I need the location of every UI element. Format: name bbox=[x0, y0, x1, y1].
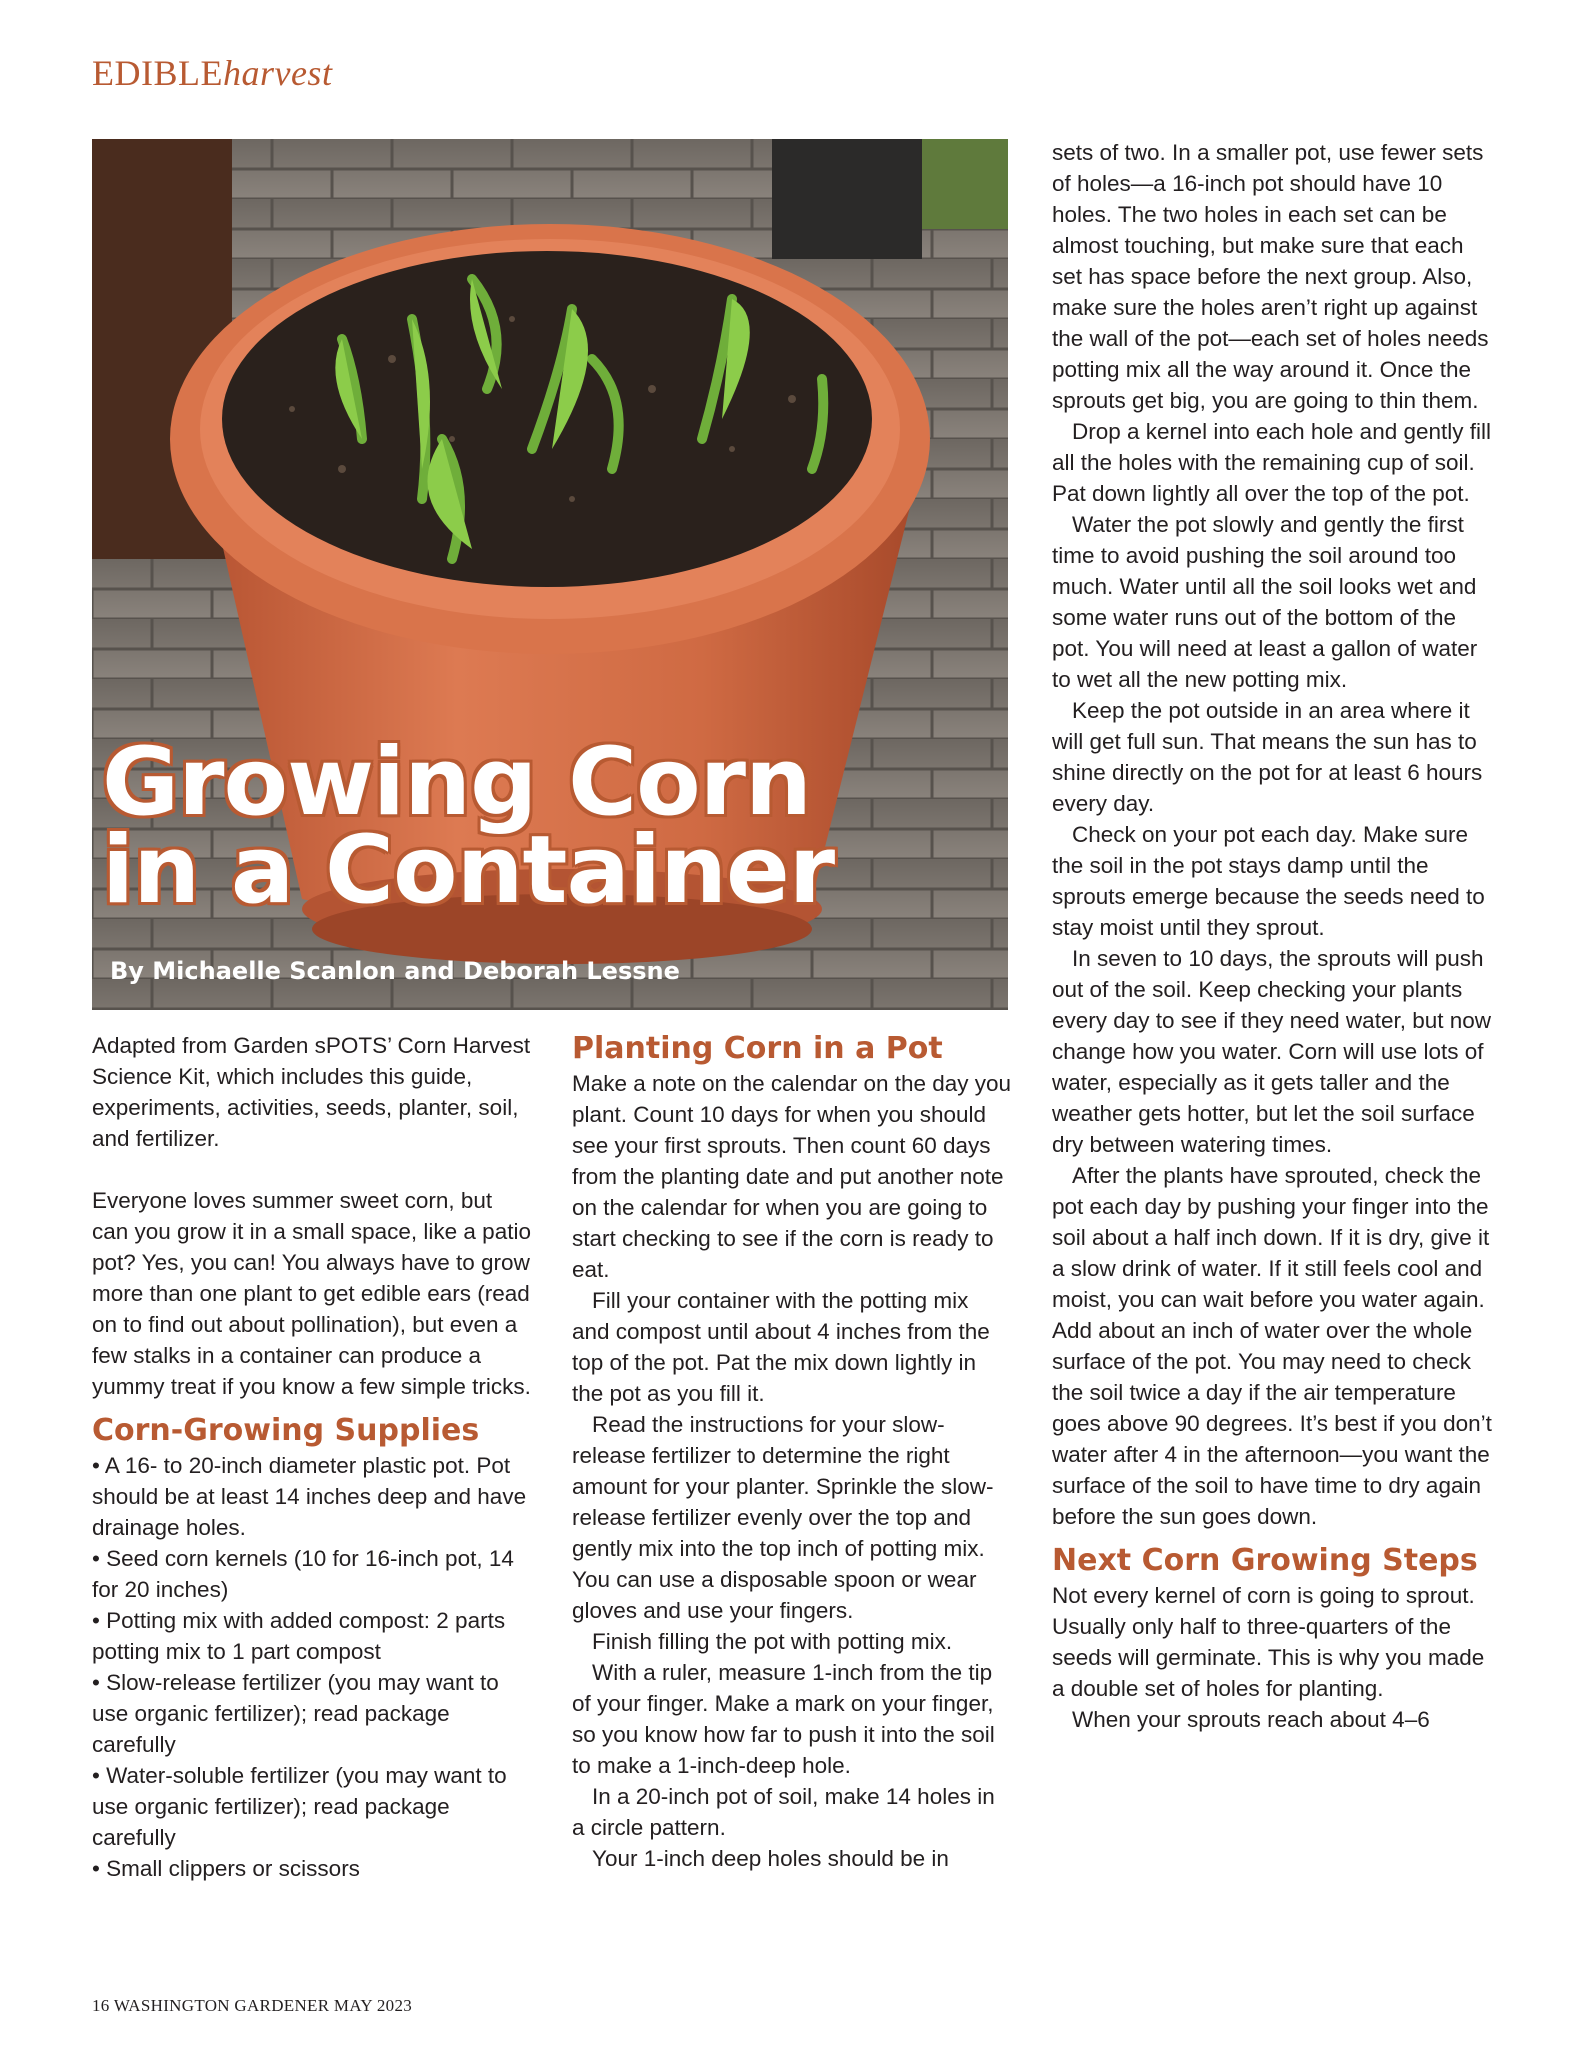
supply-item: • Potting mix with added compost: 2 parts potting mix to 1 part compost bbox=[92, 1608, 506, 1664]
body-paragraph: Not every kernel of corn is going to sprout. Usually only half to three-quarters of the seeds will germinate. This is why you made a double set of holes for planting. bbox=[1052, 1583, 1485, 1701]
body-paragraph: Read the instructions for your slow-release fertilizer to determine the right amount for your planter. Sprinkle the slow-release fertilizer evenly over the top and gently mix into the top inch of potting mix. You can use a disposable spoon or wear gloves and use your fingers. bbox=[572, 1412, 994, 1623]
column-1 bbox=[92, 1030, 532, 1884]
supply-item: • Slow-release fertilizer (you may want to use organic fertilizer); read package carefully bbox=[92, 1670, 499, 1757]
supply-item: • A 16- to 20-inch diameter plastic pot. Pot should be at least 14 inches deep and have drainage holes. bbox=[92, 1453, 527, 1540]
column-3 bbox=[1052, 137, 1492, 1735]
supplies-heading: Corn-Growing Supplies bbox=[92, 1413, 480, 1448]
body-paragraph: With a ruler, measure 1-inch from the tip of your finger. Make a mark on your finger, so you know how far to push it into the soil to make a 1-inch-deep hole. bbox=[572, 1660, 995, 1778]
body-paragraph: In a 20-inch pot of soil, make 14 holes in a circle pattern. bbox=[572, 1784, 995, 1840]
section-label-script: harvest bbox=[222, 53, 333, 93]
body-paragraph: Water the pot slowly and gently the first time to avoid pushing the soil around too much. Water until all the soil looks wet and some water runs out of the bottom of the pot. You will need at least a gallon of water to wet all the new potting mix. bbox=[1052, 512, 1478, 692]
supply-item: • Seed corn kernels (10 for 16-inch pot, 14 for 20 inches) bbox=[92, 1546, 514, 1602]
body-paragraph: Keep the pot outside in an area where it will get full sun. That means the sun has to shine directly on the pot for at least 6 hours every day. bbox=[1052, 698, 1483, 816]
article-title bbox=[102, 728, 835, 925]
body-paragraph: Finish filling the pot with potting mix. bbox=[592, 1629, 953, 1654]
next-steps-heading: Next Corn Growing Steps bbox=[1052, 1543, 1478, 1578]
body-paragraph: In seven to 10 days, the sprouts will push out of the soil. Keep checking your plants every day to see if they need water, but now change how you water. Corn will use lots of water, especially as it gets taller and the weather gets hotter, but let the soil surface dry between watering times. bbox=[1052, 946, 1492, 1157]
page-footer: 16 WASHINGTON GARDENER MAY 2023 bbox=[92, 1996, 413, 2015]
column-2 bbox=[572, 1030, 1012, 1874]
section-label-caps: EDIBLE bbox=[92, 53, 223, 93]
supply-item: • Small clippers or scissors bbox=[92, 1856, 360, 1881]
byline: By Michaelle Scanlon and Deborah Lessne bbox=[110, 957, 680, 985]
article-title-line2: in a Container bbox=[102, 816, 835, 925]
body-paragraph: Drop a kernel into each hole and gently fill all the holes with the remaining cup of soil. Pat down lightly all over the top of the pot. bbox=[1052, 419, 1492, 506]
intro-paragraph: Adapted from Garden sPOTS’ Corn Harvest Science Kit, which includes this guide, experiments, activities, seeds, planter, soil, and fertilizer. bbox=[92, 1033, 531, 1151]
body-paragraph: Check on your pot each day. Make sure the soil in the pot stays damp until the sprouts emerge because the seeds need to stay moist until they sprout. bbox=[1052, 822, 1485, 940]
body-paragraph: Your 1-inch deep holes should be in bbox=[592, 1846, 949, 1871]
section-label bbox=[92, 52, 332, 94]
hero-photo bbox=[92, 139, 1008, 1010]
planting-heading: Planting Corn in a Pot bbox=[572, 1031, 943, 1066]
body-paragraph: sets of two. In a smaller pot, use fewer sets of holes—a 16-inch pot should have 10 holes. The two holes in each set can be almost touching, but make sure that each set has space before the next group. Also, make sure the holes aren’t right up against the wall of the pot—each set of holes needs potting mix all the way around it. Once the sprouts get big, you are going to thin them. bbox=[1052, 140, 1489, 413]
lead-paragraph: Everyone loves summer sweet corn, but can you grow it in a small space, like a patio pot? Yes, you can! You always have to grow more than one plant to get edible ears (read on to find out about pollination), but even a few stalks in a container can produce a yummy treat if you know a few simple tricks. bbox=[92, 1188, 531, 1399]
body-paragraph: When your sprouts reach about 4–6 bbox=[1072, 1707, 1430, 1732]
body-paragraph: After the plants have sprouted, check the pot each day by pushing your finger into the soil about a half inch down. If it is dry, give it a slow drink of water. If it still feels cool and moist, you can wait before you water again. Add about an inch of water over the whole surface of the pot. You may need to check the soil twice a day if the air temperature goes above 90 degrees. It’s best if you don’t water after 4 in the afternoon—you want the surface of the soil to have time to dry again before the sun goes down. bbox=[1052, 1163, 1492, 1529]
supply-item: • Water-soluble fertilizer (you may want to use organic fertilizer); read package carefully bbox=[92, 1763, 507, 1850]
article-title-line1: Growing Corn bbox=[102, 728, 811, 837]
body-paragraph: Make a note on the calendar on the day you plant. Count 10 days for when you should see your first sprouts. Then count 60 days from the planting date and put another note on the calendar for when you are going to start checking to see if the corn is ready to eat. bbox=[572, 1071, 1012, 1282]
body-paragraph: Fill your container with the potting mix and compost until about 4 inches from the top of the pot. Pat the mix down lightly in the pot as you fill it. bbox=[572, 1288, 990, 1406]
